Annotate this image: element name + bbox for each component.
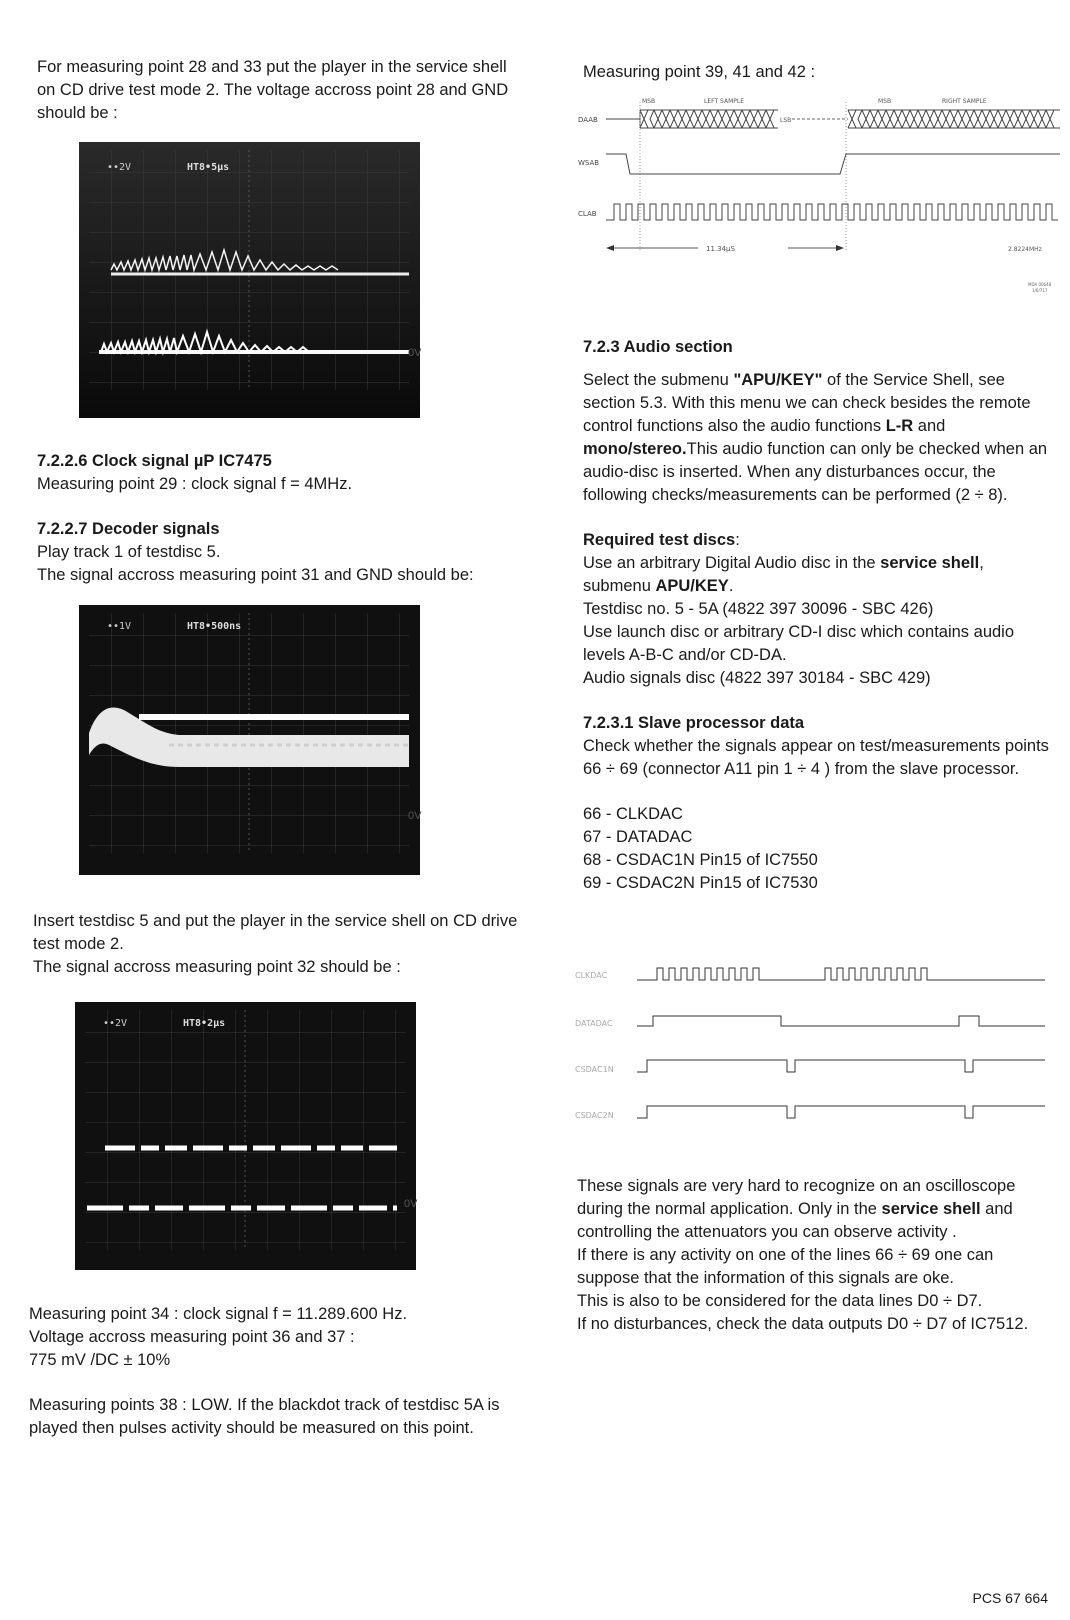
right-column-2 bbox=[583, 336, 1055, 895]
scope-1-zero-label: 0V bbox=[408, 347, 422, 359]
right-sample-label: RIGHT SAMPLE bbox=[942, 98, 987, 105]
page-footer-code: PCS 67 664 bbox=[972, 1590, 1048, 1606]
scope-3-trace bbox=[75, 1002, 416, 1270]
measuring-39-41-42-text: Measuring point 39, 41 and 42 : bbox=[583, 63, 816, 81]
audio-section-text: Select the submenu "APU/KEY" of the Service Shell, see section 5.3. With this menu we can check besides the remote control functions also the audio functions L-R and mono/stereo.This audio function can only be checked when an audio-disc is inserted. When any disturbances occur, the following checks/measurements can be performed (2 ÷ 8). bbox=[583, 371, 1048, 504]
measuring-32-text: The signal accross measuring point 32 should be : bbox=[33, 958, 401, 976]
scope-3-timebase: HT8•2μs bbox=[183, 1018, 226, 1029]
scope-2-channel: ••1V bbox=[107, 621, 132, 632]
voltage-value-text: 775 mV /DC ± 10% bbox=[29, 1351, 171, 1369]
required-disc-4: Audio signals disc (4822 397 30184 - SBC 429) bbox=[583, 669, 931, 687]
signal-list-item: 69 - CSDAC2N Pin15 of IC7530 bbox=[583, 874, 818, 892]
oscilloscope-note-text: These signals are very hard to recognize on an oscilloscope during the normal application. Only in the service shell and controlling the attenuators you can observe activity . bbox=[577, 1177, 1016, 1241]
scope-3-zero-label: 0V bbox=[404, 1198, 418, 1210]
msb-left-label: MSB bbox=[642, 98, 656, 105]
scope-3-channel: ••2V bbox=[103, 1018, 128, 1029]
left-column bbox=[37, 56, 527, 125]
scope-1-channel: ••2V bbox=[107, 162, 132, 173]
datadac-label: DATADAC bbox=[575, 1019, 613, 1028]
signal-list-item: 67 - DATADAC bbox=[583, 828, 693, 846]
scope-2-trace bbox=[79, 605, 420, 875]
oscilloscope-screen-3 bbox=[75, 1002, 416, 1270]
msb-right-label: MSB bbox=[878, 98, 892, 105]
decoder-signals-heading: 7.2.2.7 Decoder signals bbox=[37, 520, 220, 538]
decoder-signal-text: The signal accross measuring point 31 and GND should be: bbox=[37, 566, 474, 584]
activity-note-text: If there is any activity on one of the lines 66 ÷ 69 one can suppose that the information of this signals are oke. bbox=[577, 1246, 994, 1287]
scope-1-trace bbox=[79, 142, 420, 418]
required-disc-2: Testdisc no. 5 - 5A (4822 397 30096 - SBC 426) bbox=[583, 600, 934, 618]
slave-processor-heading: 7.2.3.1 Slave processor data bbox=[583, 714, 805, 732]
left-column-2 bbox=[37, 450, 537, 587]
insert-testdisc-text: Insert testdisc 5 and put the player in the service shell on CD drive test mode 2. bbox=[33, 912, 518, 953]
measuring-38-text: Measuring points 38 : LOW. If the blackdot track of testdisc 5A is played then pulses activity should be measured on this point. bbox=[29, 1396, 500, 1437]
left-column-4 bbox=[29, 1303, 529, 1440]
i2s-timing-svg bbox=[578, 92, 1060, 332]
clock-signal-text: Measuring point 29 : clock signal f = 4MHz. bbox=[37, 475, 353, 493]
slave-processor-text: Check whether the signals appear on test/measurements points 66 ÷ 69 (connector A11 pin 1 ÷ 4 ) from the slave processor. bbox=[583, 737, 1049, 778]
measuring-34-text: Measuring point 34 : clock signal f = 11.289.600 Hz. bbox=[29, 1305, 408, 1323]
right-column-3 bbox=[577, 1175, 1055, 1336]
clab-label: CLAB bbox=[578, 210, 597, 218]
data-lines-note-text: This is also to be considered for the data lines D0 ÷ D7. bbox=[577, 1292, 983, 1310]
wsab-label: WSAB bbox=[578, 159, 600, 167]
csdac1n-label: CSDAC1N bbox=[575, 1065, 614, 1074]
signal-list-item: 68 - CSDAC1N Pin15 of IC7550 bbox=[583, 851, 818, 869]
csdac2n-label: CSDAC2N bbox=[575, 1111, 614, 1120]
scope-2-timebase: HT8•500ns bbox=[187, 621, 242, 632]
lsb-label: LSB bbox=[780, 117, 792, 124]
daab-label: DAAB bbox=[578, 116, 598, 124]
oscilloscope-screen-1 bbox=[79, 142, 420, 418]
figure-code: MDA 00648 bbox=[1028, 282, 1052, 287]
required-discs-heading: Required test discs: bbox=[583, 531, 740, 549]
required-disc-1: Use an arbitrary Digital Audio disc in the service shell, bbox=[583, 554, 984, 572]
dac-timing-svg bbox=[575, 960, 1055, 1120]
measuring-28-33-text: For measuring point 28 and 33 put the player in the service shell on CD drive test mode 2. The voltage accross point 28 and GND should be : bbox=[37, 58, 509, 122]
clock-signal-heading: 7.2.2.6 Clock signal µP IC7475 bbox=[37, 452, 272, 470]
scope-2-zero-label: 0V bbox=[408, 810, 422, 822]
dac-timing-diagram bbox=[575, 960, 1055, 1120]
audio-section-heading: 7.2.3 Audio section bbox=[583, 338, 733, 356]
clkdac-label: CLKDAC bbox=[575, 971, 608, 980]
frequency-label: 2.8224MHz bbox=[1008, 246, 1042, 253]
required-disc-3: Use launch disc or arbitrary CD-I disc which contains audio levels A-B-C and/or CD-DA. bbox=[583, 623, 1015, 664]
left-column-3 bbox=[33, 910, 533, 979]
data-outputs-note-text: If no disturbances, check the data outputs D0 ÷ D7 of IC7512. bbox=[577, 1315, 1029, 1333]
measuring-36-37-text: Voltage accross measuring point 36 and 37 : bbox=[29, 1328, 355, 1346]
right-column-1 bbox=[583, 61, 1043, 84]
oscilloscope-screen-2 bbox=[79, 605, 420, 875]
scope-1-timebase: HT8•5μs bbox=[187, 162, 230, 173]
period-label: 11.34μS bbox=[706, 245, 735, 253]
required-disc-1b: submenu APU/KEY. bbox=[583, 577, 734, 595]
figure-code-2: 1/6/717 bbox=[1032, 288, 1048, 293]
signal-list-item: 66 - CLKDAC bbox=[583, 805, 683, 823]
left-sample-label: LEFT SAMPLE bbox=[704, 98, 745, 105]
decoder-play-text: Play track 1 of testdisc 5. bbox=[37, 543, 221, 561]
i2s-timing-diagram bbox=[578, 92, 1060, 332]
